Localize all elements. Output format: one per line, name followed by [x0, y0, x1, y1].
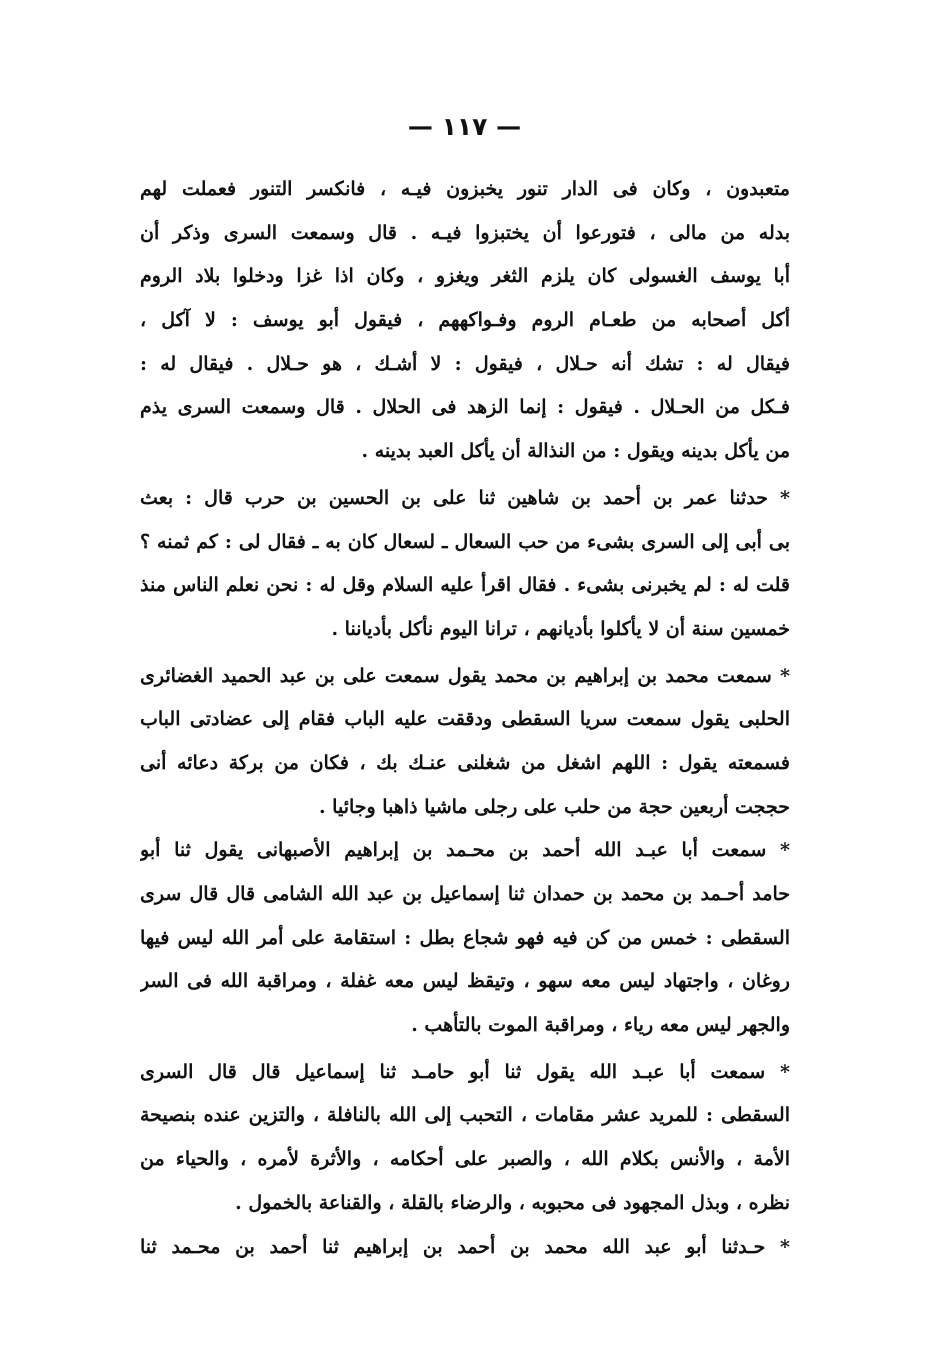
- text-line: من يأكل بدينه ويقول : من النذالة أن يأكل العبد بدينه .: [361, 440, 790, 463]
- text-line: بى أبى إلى السرى بشىء من حب السعال ـ لسعال كان به ـ فقال لى : كم ثمنه ؟: [140, 530, 790, 553]
- text-line: أكل أصحابه من طعـام الروم وفـواكههم ، فيقول أبو يوسف : لا آكل ،: [140, 309, 790, 332]
- text-line: * سمعت محمد بن إبراهيم بن محمد يقول سمعت على بن عبد الحميد الغضائرى: [140, 664, 790, 687]
- text-line: بدله من مالى ، فتورعوا أن يختبزوا فيـه . قال وسمعت السرى وذكر أن: [140, 221, 790, 244]
- text-line: * سمعت أبا عبـد الله يقول ثنا أبو حامـد ثنا إسماعيل قال قال السرى: [140, 1060, 790, 1083]
- text-line: الحلبى يقول سمعت سريا السقطى ودققت عليه الباب فقام إلى عضادتى الباب: [140, 708, 790, 731]
- text-line: روغان ، واجتهاد ليس معه سهو ، وتيقظ ليس معه غفلة ، ومراقبة الله فى السر: [140, 970, 790, 993]
- text-line: فـكل من الحـلال . فيقول : إنما الزهد فى الحلال . قال وسمعت السرى يذم: [140, 396, 790, 419]
- text-line: خمسين سنة أن لا يأكلوا بأديانهم ، ترانا اليوم نأكل بأدياننا .: [331, 617, 790, 640]
- text-line: * حدثنا عمر بن أحمد بن شاهين ثنا على بن الحسين بن حرب قال : بعث: [140, 486, 790, 509]
- text-line: حامد أحـمد بن محمد بن حمدان ثنا إسماعيل بن عبد الله الشامى قال قال سرى: [140, 883, 790, 905]
- text-line: الأمة ، والأنس بكلام الله ، والصبر على أحكامه ، والأثرة لأمره ، والحياء من: [140, 1148, 790, 1171]
- text-line: السقطى : للمريد عشر مقامات ، التحبب إلى الله بالنافلة ، والتزين عنده بنصيحة: [140, 1104, 790, 1127]
- text-line: والجهر ليس معه رياء ، ومراقبة الموت بالتأهب .: [411, 1014, 790, 1037]
- text-line: السقطى : خمس من كن فيه فهو شجاع بطل : استقامة على أمر الله ليس فيها: [140, 926, 790, 949]
- text-line: حججت أربعين حجة من حلب على رجلى ماشيا ذاهبا وجائيا .: [318, 795, 790, 818]
- text-line: فسمعته يقول : اللهم اشغل من شغلنى عنـك بك ، فكان من بركة دعائه أنى: [140, 751, 790, 774]
- text-line: نظره ، وبذل المجهود فى محبوبه ، والرضاء بالقلة ، والقناعة بالخمول .: [235, 1191, 790, 1214]
- text-line: متعبدون ، وكان فى الدار تنور يخبزون فيـه ، فانكسر التنور فعملت لهم: [140, 178, 790, 200]
- text-line: قلت له : لم يخبرنى بشىء . فقال اقرأ عليه السلام وقل له : نحن نعلم الناس منذ: [140, 574, 790, 597]
- text-line: أبا يوسف الغسولى كان يلزم الثغر ويغزو ، وكان اذا غزا ودخلوا بلاد الروم: [140, 265, 790, 288]
- page-body-text: [140, 168, 790, 1269]
- page-number: — ١١٧ —: [407, 112, 522, 141]
- text-line: * حـدثنا أبو عبد الله محمد بن أحمد بن إبراهيم ثنا أحمد بن محـمد ثنا: [140, 1235, 790, 1258]
- text-line: * سمعت أبا عبـد الله أحمد بن محـمد بن إبراهيم الأصبهانى يقول ثنا أبو: [140, 839, 790, 862]
- text-line: فيقال له : تشك أنه حـلال ، فيقول : لا أشـك ، هو حـلال . فيقال له :: [140, 352, 790, 375]
